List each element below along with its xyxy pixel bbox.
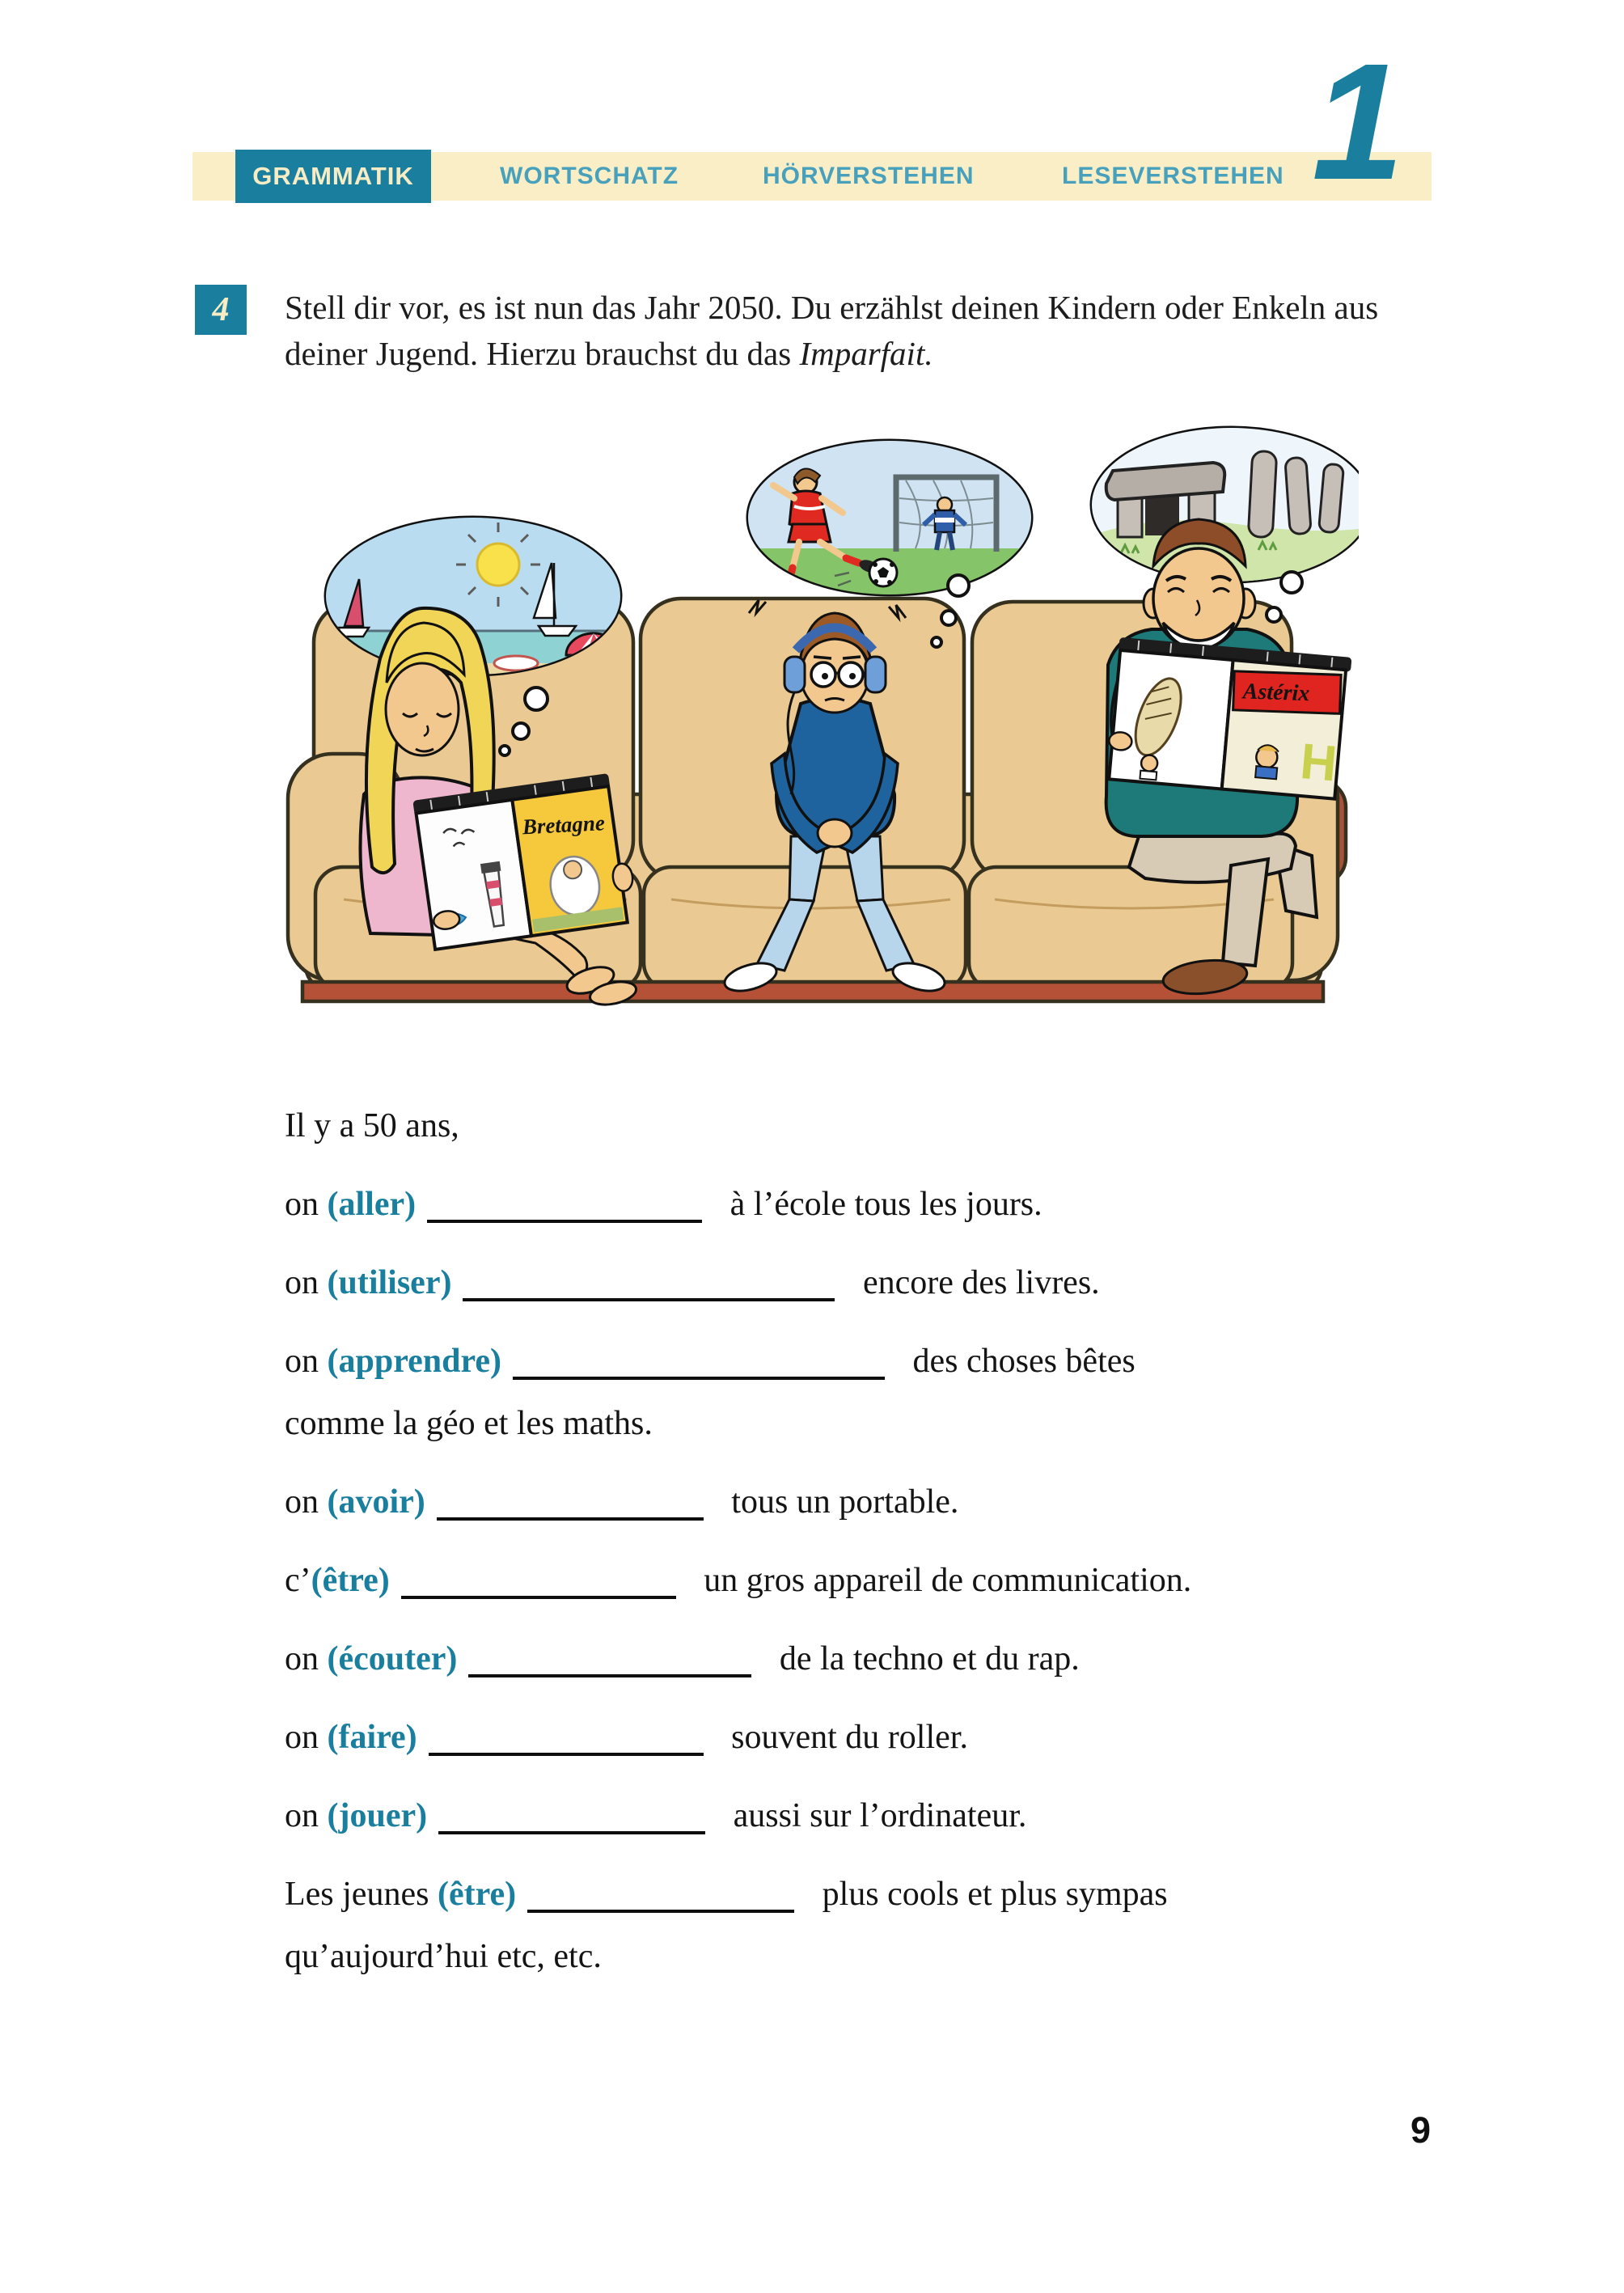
row-text: comme la géo et les maths.: [285, 1405, 653, 1442]
family-reading-couch-illustration: [267, 414, 1359, 1041]
answer-blank: [401, 1572, 676, 1599]
answer-blank: [463, 1274, 835, 1301]
comic-title-asterix: Astérix: [1242, 679, 1310, 707]
verb-hint: (écouter): [327, 1640, 458, 1677]
worksheet-row-continuation: [285, 1404, 1546, 1441]
row-post: souvent du roller.: [722, 1719, 968, 1756]
verb-hint: (apprendre): [327, 1343, 501, 1380]
worksheet-row-aller: [285, 1185, 1546, 1222]
row-pre: on: [285, 1483, 328, 1521]
exercise-number-badge: 4: [195, 285, 247, 335]
row-post: un gros appareil de communication.: [695, 1562, 1192, 1599]
worksheet-row-les-jeunes: [285, 1875, 1546, 1912]
exercise-instruction: [285, 285, 1401, 377]
instruction-text: Stell dir vor, es ist nun das Jahr 2050. Du erzählst deinen Kindern oder Enkeln aus deiner Jugend. Hierzu brauchst du das: [285, 289, 1379, 372]
worksheet-row-apprendre: [285, 1342, 1546, 1379]
page-number: 9: [1410, 2109, 1432, 2151]
row-pre: c’: [285, 1562, 311, 1599]
magazine-bretagne: [412, 772, 638, 950]
row-pre: on: [285, 1719, 328, 1756]
verb-hint: (être): [437, 1876, 517, 1913]
row-pre: on: [285, 1797, 328, 1834]
magazine-title-bretagne: Bretagne: [522, 810, 606, 840]
verb-hint: (être): [311, 1562, 390, 1599]
unit-number: 1: [1312, 29, 1405, 214]
verb-hint: (faire): [327, 1719, 417, 1756]
row-post: des choses bêtes: [903, 1343, 1136, 1380]
row-pre: on: [285, 1343, 328, 1380]
tab-wortschatz: WORTSCHATZ: [500, 163, 679, 189]
answer-blank: [438, 1807, 705, 1834]
answer-blank: [429, 1728, 704, 1756]
verb-hint: (aller): [327, 1186, 417, 1223]
verb-hint: (utiliser): [327, 1264, 452, 1301]
verb-hint: (jouer): [327, 1797, 428, 1834]
worksheet-intro: [285, 1106, 1546, 1144]
verb-hint: (avoir): [327, 1483, 425, 1521]
menhirs: [1248, 451, 1343, 537]
row-pre: on: [285, 1640, 328, 1677]
row-post: tous un portable.: [722, 1483, 959, 1521]
row-pre: on: [285, 1186, 328, 1223]
soccer-ball-icon: [869, 559, 897, 586]
row-post: de la techno et du rap.: [771, 1640, 1080, 1677]
worksheet-row-etre: [285, 1561, 1546, 1598]
worksheet-row-jouer: [285, 1796, 1546, 1834]
tab-leseverstehen: LESEVERSTEHEN: [1062, 163, 1284, 189]
worksheet-row-continuation: [285, 1937, 1546, 1974]
row-post: aussi sur l’ordinateur.: [725, 1797, 1027, 1834]
couch-scene-svg: [267, 414, 1359, 1041]
tab-grammatik: GRAMMATIK: [235, 150, 431, 203]
worksheet-row-faire: [285, 1718, 1546, 1755]
answer-blank: [527, 1885, 794, 1913]
worksheet-row-utiliser: [285, 1263, 1546, 1301]
row-pre: Les jeunes: [285, 1876, 438, 1913]
row-post: plus cools et plus sympas: [814, 1876, 1168, 1913]
answer-blank: [513, 1352, 885, 1380]
worksheet-row-avoir: [285, 1483, 1546, 1520]
magazine-asterix: [1106, 637, 1351, 800]
comic-cover-letter: H: [1298, 733, 1339, 793]
row-pre: on: [285, 1264, 328, 1301]
answer-blank: [427, 1195, 702, 1223]
answer-blank: [468, 1650, 751, 1677]
header-band: [192, 152, 1432, 201]
worksheet-row-ecouter: [285, 1639, 1546, 1677]
row-text: qu’aujourd’hui etc, etc.: [285, 1938, 602, 1975]
row-post: encore des livres.: [854, 1264, 1100, 1301]
worksheet: [285, 1106, 1546, 2016]
answer-blank: [437, 1493, 704, 1521]
intro-text: Il y a 50 ans,: [285, 1107, 459, 1144]
row-post: à l’école tous les jours.: [721, 1186, 1042, 1223]
tab-hoerverstehen: HÖRVERSTEHEN: [763, 163, 975, 189]
instruction-italic-term: Imparfait.: [799, 335, 933, 372]
